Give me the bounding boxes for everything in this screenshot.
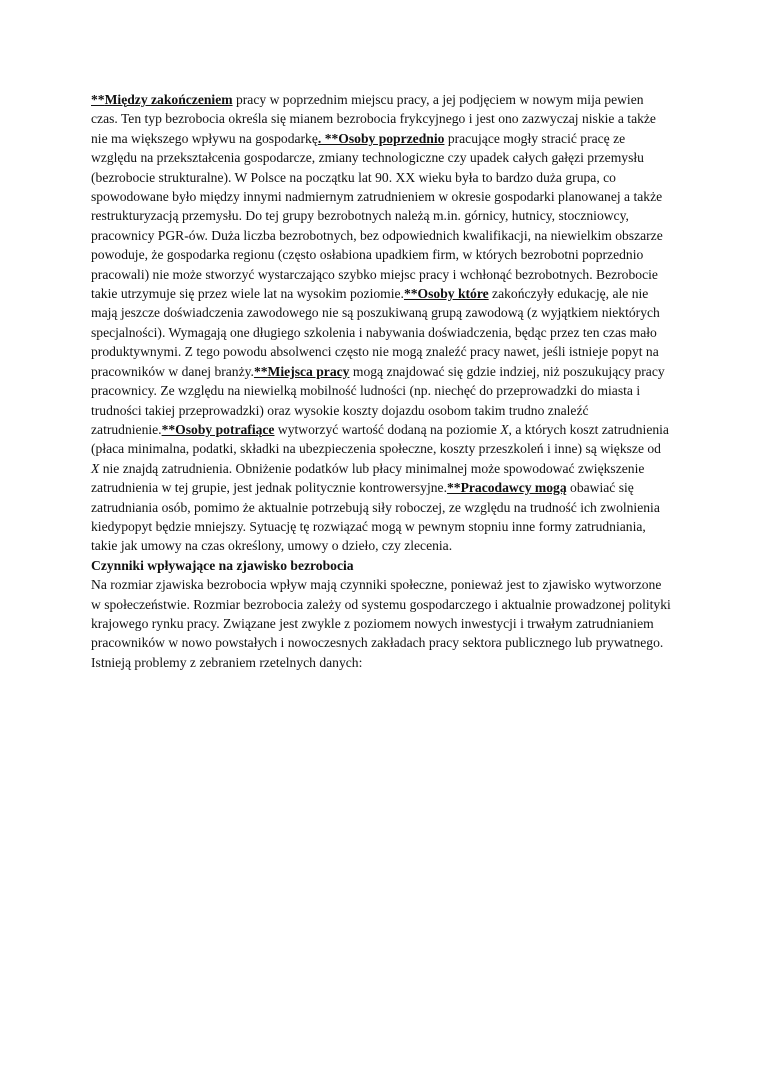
keyword-miedzy-zakonczeniem: Między zakończeniem bbox=[104, 92, 233, 107]
paragraph-unemployment-types bbox=[91, 90, 671, 556]
text-value-added-c: nie znajdą zatrudnienia. Obniżenie podatków lub płacy minimalnej może spowodować zwiększenie zatrudnienia w tej grupie, jest jednak politycznie kontrowersyjne. bbox=[91, 460, 645, 496]
text-graduates: zakończyły edukację, ale nie mają jeszcze doświadczenia zawodowego nie są poszukiwaną grupą zawodową (z wyjątkiem niektórych specjalności). Wymagają one długiego szkolenia i nabywania doświadczenia, będąc przez ten czas mało produktywnymi. Z tego powodu absolwenci często nie mogą znaleźć pracy nawet, jeśli istnieje popyt na pracowników w danej branży. bbox=[91, 286, 660, 379]
keyword-osoby-poprzednio: . **Osoby poprzednio bbox=[317, 130, 445, 146]
italic-x-1: X bbox=[500, 421, 509, 437]
document-body bbox=[91, 90, 671, 672]
text-value-added-a: wytworzyć wartość dodaną na poziomie bbox=[274, 421, 501, 437]
italic-x-2: X bbox=[91, 460, 100, 476]
text-mobility: mogą znajdować się gdzie indziej, niż poszukujący pracy pracownicy. Ze względu na niewielką mobilność ludności (np. niechęć do przeprowadzki do miasta i trudności takiej przeprowadzki) oraz wysokie koszty dojazdu osobom takim trudno znaleźć zatrudnienie. bbox=[91, 363, 665, 437]
section-heading: Czynniki wpływające na zjawisko bezrobocia bbox=[91, 557, 354, 573]
keyword-miejsca-pracy: **Miejsca pracy bbox=[253, 363, 350, 379]
text-frictional: pracy w poprzednim miejscu pracy, a jej podjęciem w nowym mija pewien czas. Ten typ bezrobocia określa się mianem bezrobocia frykcyjnego i jest ono zazwyczaj niskie a także nie ma większego wpływu na gospodarkę bbox=[91, 92, 656, 146]
paragraph-data-problems: Istnieją problemy z zebraniem rzetelnych danych: bbox=[91, 654, 363, 670]
text-employers: obawiać się zatrudniania osób, pomimo że aktualnie potrzebują siły roboczej, ze względu na trudność ich zwolnienia kiedypopyt będzie mniejszy. Sytuację tę rozwiązać mogą w pewnym stopniu inne formy zatrudniania, takie jak umowy na czas określony, umowy o dzieło, czy zlecenia. bbox=[91, 480, 660, 554]
keyword-osoby-potrafiace: **Osoby potrafiące bbox=[161, 421, 275, 437]
text-value-added-b: , a których koszt zatrudnienia (płaca minimalna, podatki, składki na ubezpieczenia społeczne, koszty przeszkoleń i inne) są większe od bbox=[91, 421, 669, 457]
keyword-asterisks: ** bbox=[91, 92, 105, 107]
keyword-osoby-ktore: **Osoby które bbox=[403, 286, 489, 302]
text-structural: pracujące mogły stracić pracę ze względu na przekształcenia gospodarcze, zmiany technologiczne czy upadek całych gałęzi przemysłu (bezrobocie strukturalne). W Polsce na początku lat 90. XX wieku była to bardzo duża grupa, co spowodowane było między innymi nadmiernym zatrudnieniem w okresie gospodarki planowanej a także restrukturyzacją przemysłu. Do tej grupy bezrobotnych należą m.in. górnicy, hutnicy, stoczniowcy, pracownicy PGR-ów. Duża liczba bezrobotnych, bez odpowiednich kwalifikacji, na niewielkim obszarze powoduje, że gospodarka regionu (często osłabiona upadkiem firm, w których bezrobotni poprzednio pracowali) nie może stworzyć wystarczająco szybko miejsc pracy i wchłonąć bezrobotnych. Bezrobocie takie utrzymuje się przez wiele lat na wysokim poziomie. bbox=[91, 130, 663, 302]
paragraph-factors: Na rozmiar zjawiska bezrobocia wpływ mają czynniki społeczne, ponieważ jest to zjawisko wytworzone w społeczeństwie. Rozmiar bezrobocia zależy od systemu gospodarczego i aktualnie prowadzonej polityki krajowego rynku pracy. Związane jest zwykle z poziomem nowych inwestycji i trwałym zatrudnianiem pracowników w nowo powstałych i nowoczesnych zakładach pracy sektora publicznego lub prywatnego. bbox=[91, 577, 671, 651]
keyword-pracodawcy-moga: **Pracodawcy mogą bbox=[446, 480, 567, 496]
